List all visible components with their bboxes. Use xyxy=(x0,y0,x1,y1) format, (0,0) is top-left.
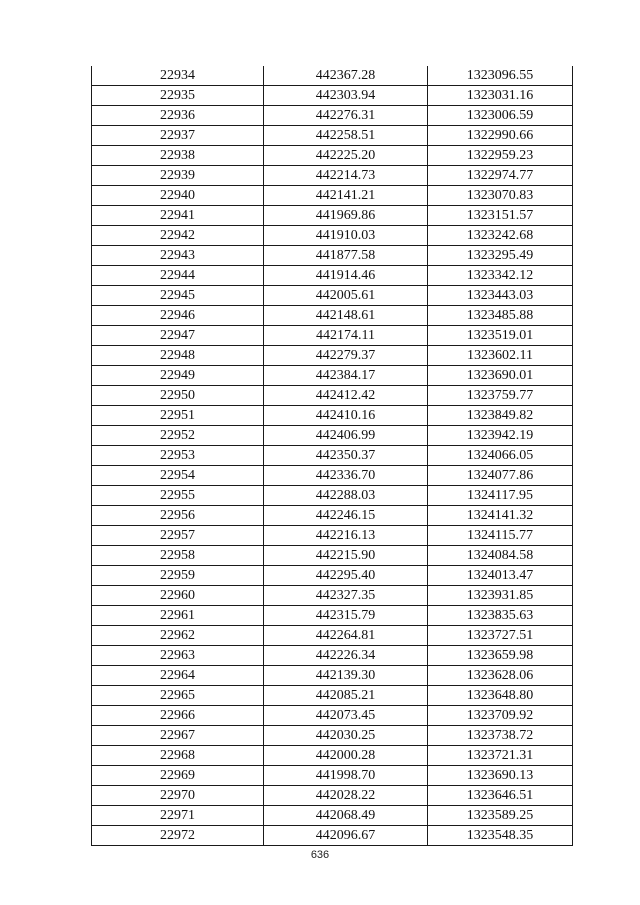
point-id-cell: 22935 xyxy=(92,86,264,106)
x-coordinate-cell: 441969.86 xyxy=(264,206,428,226)
x-coordinate-cell: 442315.79 xyxy=(264,606,428,626)
x-coordinate-cell: 442276.31 xyxy=(264,106,428,126)
table-row xyxy=(92,586,573,606)
x-coordinate-cell: 441910.03 xyxy=(264,226,428,246)
y-coordinate-cell: 1323628.06 xyxy=(428,666,573,686)
y-coordinate-cell: 1323295.49 xyxy=(428,246,573,266)
x-coordinate-cell: 442406.99 xyxy=(264,426,428,446)
y-coordinate-cell: 1324013.47 xyxy=(428,566,573,586)
table-body xyxy=(92,66,573,846)
point-id-cell: 22949 xyxy=(92,366,264,386)
y-coordinate-cell: 1323727.51 xyxy=(428,626,573,646)
point-id-cell: 22947 xyxy=(92,326,264,346)
point-id-cell: 22936 xyxy=(92,106,264,126)
table-row xyxy=(92,606,573,626)
y-coordinate-cell: 1323759.77 xyxy=(428,386,573,406)
point-id-cell: 22946 xyxy=(92,306,264,326)
point-id-cell: 22962 xyxy=(92,626,264,646)
x-coordinate-cell: 441914.46 xyxy=(264,266,428,286)
y-coordinate-cell: 1323589.25 xyxy=(428,806,573,826)
point-id-cell: 22944 xyxy=(92,266,264,286)
table-row xyxy=(92,286,573,306)
point-id-cell: 22959 xyxy=(92,566,264,586)
table-row xyxy=(92,86,573,106)
x-coordinate-cell: 442005.61 xyxy=(264,286,428,306)
table-row xyxy=(92,426,573,446)
point-id-cell: 22970 xyxy=(92,786,264,806)
point-id-cell: 22958 xyxy=(92,546,264,566)
table-row xyxy=(92,646,573,666)
table-row xyxy=(92,706,573,726)
point-id-cell: 22953 xyxy=(92,446,264,466)
x-coordinate-cell: 442384.17 xyxy=(264,366,428,386)
x-coordinate-cell: 442303.94 xyxy=(264,86,428,106)
point-id-cell: 22967 xyxy=(92,726,264,746)
x-coordinate-cell: 442412.42 xyxy=(264,386,428,406)
table-row xyxy=(92,806,573,826)
x-coordinate-cell: 442288.03 xyxy=(264,486,428,506)
point-id-cell: 22972 xyxy=(92,826,264,846)
y-coordinate-cell: 1323548.35 xyxy=(428,826,573,846)
point-id-cell: 22961 xyxy=(92,606,264,626)
x-coordinate-cell: 442295.40 xyxy=(264,566,428,586)
y-coordinate-cell: 1322990.66 xyxy=(428,126,573,146)
y-coordinate-cell: 1323709.92 xyxy=(428,706,573,726)
table-row xyxy=(92,166,573,186)
y-coordinate-cell: 1323485.88 xyxy=(428,306,573,326)
point-id-cell: 22937 xyxy=(92,126,264,146)
point-id-cell: 22969 xyxy=(92,766,264,786)
y-coordinate-cell: 1323648.80 xyxy=(428,686,573,706)
point-id-cell: 22939 xyxy=(92,166,264,186)
point-id-cell: 22968 xyxy=(92,746,264,766)
point-id-cell: 22963 xyxy=(92,646,264,666)
point-id-cell: 22971 xyxy=(92,806,264,826)
y-coordinate-cell: 1323942.19 xyxy=(428,426,573,446)
x-coordinate-cell: 442225.20 xyxy=(264,146,428,166)
table-row xyxy=(92,566,573,586)
y-coordinate-cell: 1323151.57 xyxy=(428,206,573,226)
x-coordinate-cell: 442350.37 xyxy=(264,446,428,466)
x-coordinate-cell: 442141.21 xyxy=(264,186,428,206)
table-row xyxy=(92,546,573,566)
point-id-cell: 22934 xyxy=(92,66,264,86)
y-coordinate-cell: 1323519.01 xyxy=(428,326,573,346)
x-coordinate-cell: 442215.90 xyxy=(264,546,428,566)
table-row xyxy=(92,106,573,126)
x-coordinate-cell: 442336.70 xyxy=(264,466,428,486)
x-coordinate-cell: 441998.70 xyxy=(264,766,428,786)
table-row xyxy=(92,666,573,686)
y-coordinate-cell: 1323602.11 xyxy=(428,346,573,366)
point-id-cell: 22951 xyxy=(92,406,264,426)
point-id-cell: 22943 xyxy=(92,246,264,266)
point-id-cell: 22950 xyxy=(92,386,264,406)
table-row xyxy=(92,186,573,206)
y-coordinate-cell: 1323031.16 xyxy=(428,86,573,106)
y-coordinate-cell: 1323006.59 xyxy=(428,106,573,126)
point-id-cell: 22955 xyxy=(92,486,264,506)
table-row xyxy=(92,386,573,406)
y-coordinate-cell: 1324084.58 xyxy=(428,546,573,566)
table-row xyxy=(92,786,573,806)
point-id-cell: 22941 xyxy=(92,206,264,226)
point-id-cell: 22966 xyxy=(92,706,264,726)
point-id-cell: 22965 xyxy=(92,686,264,706)
point-id-cell: 22945 xyxy=(92,286,264,306)
y-coordinate-cell: 1323849.82 xyxy=(428,406,573,426)
y-coordinate-cell: 1323721.31 xyxy=(428,746,573,766)
x-coordinate-cell: 442073.45 xyxy=(264,706,428,726)
table-row xyxy=(92,66,573,86)
x-coordinate-cell: 442410.16 xyxy=(264,406,428,426)
table-row xyxy=(92,746,573,766)
x-coordinate-cell: 442216.13 xyxy=(264,526,428,546)
x-coordinate-cell: 442028.22 xyxy=(264,786,428,806)
table-row xyxy=(92,366,573,386)
table-row xyxy=(92,686,573,706)
x-coordinate-cell: 442264.81 xyxy=(264,626,428,646)
table-row xyxy=(92,266,573,286)
x-coordinate-cell: 442279.37 xyxy=(264,346,428,366)
x-coordinate-cell: 442226.34 xyxy=(264,646,428,666)
table-row xyxy=(92,526,573,546)
table-row xyxy=(92,326,573,346)
table-row xyxy=(92,446,573,466)
table-row xyxy=(92,766,573,786)
x-coordinate-cell: 442148.61 xyxy=(264,306,428,326)
y-coordinate-cell: 1323690.01 xyxy=(428,366,573,386)
table-row xyxy=(92,626,573,646)
y-coordinate-cell: 1324066.05 xyxy=(428,446,573,466)
x-coordinate-cell: 442246.15 xyxy=(264,506,428,526)
point-id-cell: 22942 xyxy=(92,226,264,246)
table-row xyxy=(92,506,573,526)
point-id-cell: 22956 xyxy=(92,506,264,526)
y-coordinate-cell: 1323443.03 xyxy=(428,286,573,306)
table-row xyxy=(92,466,573,486)
y-coordinate-cell: 1324115.77 xyxy=(428,526,573,546)
x-coordinate-cell: 442139.30 xyxy=(264,666,428,686)
x-coordinate-cell: 442367.28 xyxy=(264,66,428,86)
table-row xyxy=(92,306,573,326)
table-row xyxy=(92,146,573,166)
y-coordinate-cell: 1323070.83 xyxy=(428,186,573,206)
x-coordinate-cell: 442174.11 xyxy=(264,326,428,346)
point-id-cell: 22954 xyxy=(92,466,264,486)
page-number: 636 xyxy=(310,849,330,861)
x-coordinate-cell: 442096.67 xyxy=(264,826,428,846)
point-id-cell: 22938 xyxy=(92,146,264,166)
x-coordinate-cell: 441877.58 xyxy=(264,246,428,266)
y-coordinate-cell: 1323659.98 xyxy=(428,646,573,666)
table-row xyxy=(92,486,573,506)
point-id-cell: 22952 xyxy=(92,426,264,446)
table-row xyxy=(92,726,573,746)
y-coordinate-cell: 1322959.23 xyxy=(428,146,573,166)
x-coordinate-cell: 442214.73 xyxy=(264,166,428,186)
point-id-cell: 22964 xyxy=(92,666,264,686)
table-row xyxy=(92,346,573,366)
y-coordinate-cell: 1323242.68 xyxy=(428,226,573,246)
y-coordinate-cell: 1323096.55 xyxy=(428,66,573,86)
x-coordinate-cell: 442327.35 xyxy=(264,586,428,606)
table-row xyxy=(92,246,573,266)
x-coordinate-cell: 442068.49 xyxy=(264,806,428,826)
y-coordinate-cell: 1324077.86 xyxy=(428,466,573,486)
y-coordinate-cell: 1324117.95 xyxy=(428,486,573,506)
coordinates-table xyxy=(91,66,573,846)
x-coordinate-cell: 442085.21 xyxy=(264,686,428,706)
x-coordinate-cell: 442000.28 xyxy=(264,746,428,766)
y-coordinate-cell: 1323931.85 xyxy=(428,586,573,606)
y-coordinate-cell: 1323835.63 xyxy=(428,606,573,626)
x-coordinate-cell: 442258.51 xyxy=(264,126,428,146)
point-id-cell: 22960 xyxy=(92,586,264,606)
table-row xyxy=(92,126,573,146)
table-row xyxy=(92,226,573,246)
y-coordinate-cell: 1324141.32 xyxy=(428,506,573,526)
y-coordinate-cell: 1323342.12 xyxy=(428,266,573,286)
table-row xyxy=(92,406,573,426)
point-id-cell: 22948 xyxy=(92,346,264,366)
table-row xyxy=(92,206,573,226)
y-coordinate-cell: 1322974.77 xyxy=(428,166,573,186)
y-coordinate-cell: 1323690.13 xyxy=(428,766,573,786)
point-id-cell: 22957 xyxy=(92,526,264,546)
point-id-cell: 22940 xyxy=(92,186,264,206)
y-coordinate-cell: 1323738.72 xyxy=(428,726,573,746)
y-coordinate-cell: 1323646.51 xyxy=(428,786,573,806)
table-row xyxy=(92,826,573,846)
x-coordinate-cell: 442030.25 xyxy=(264,726,428,746)
